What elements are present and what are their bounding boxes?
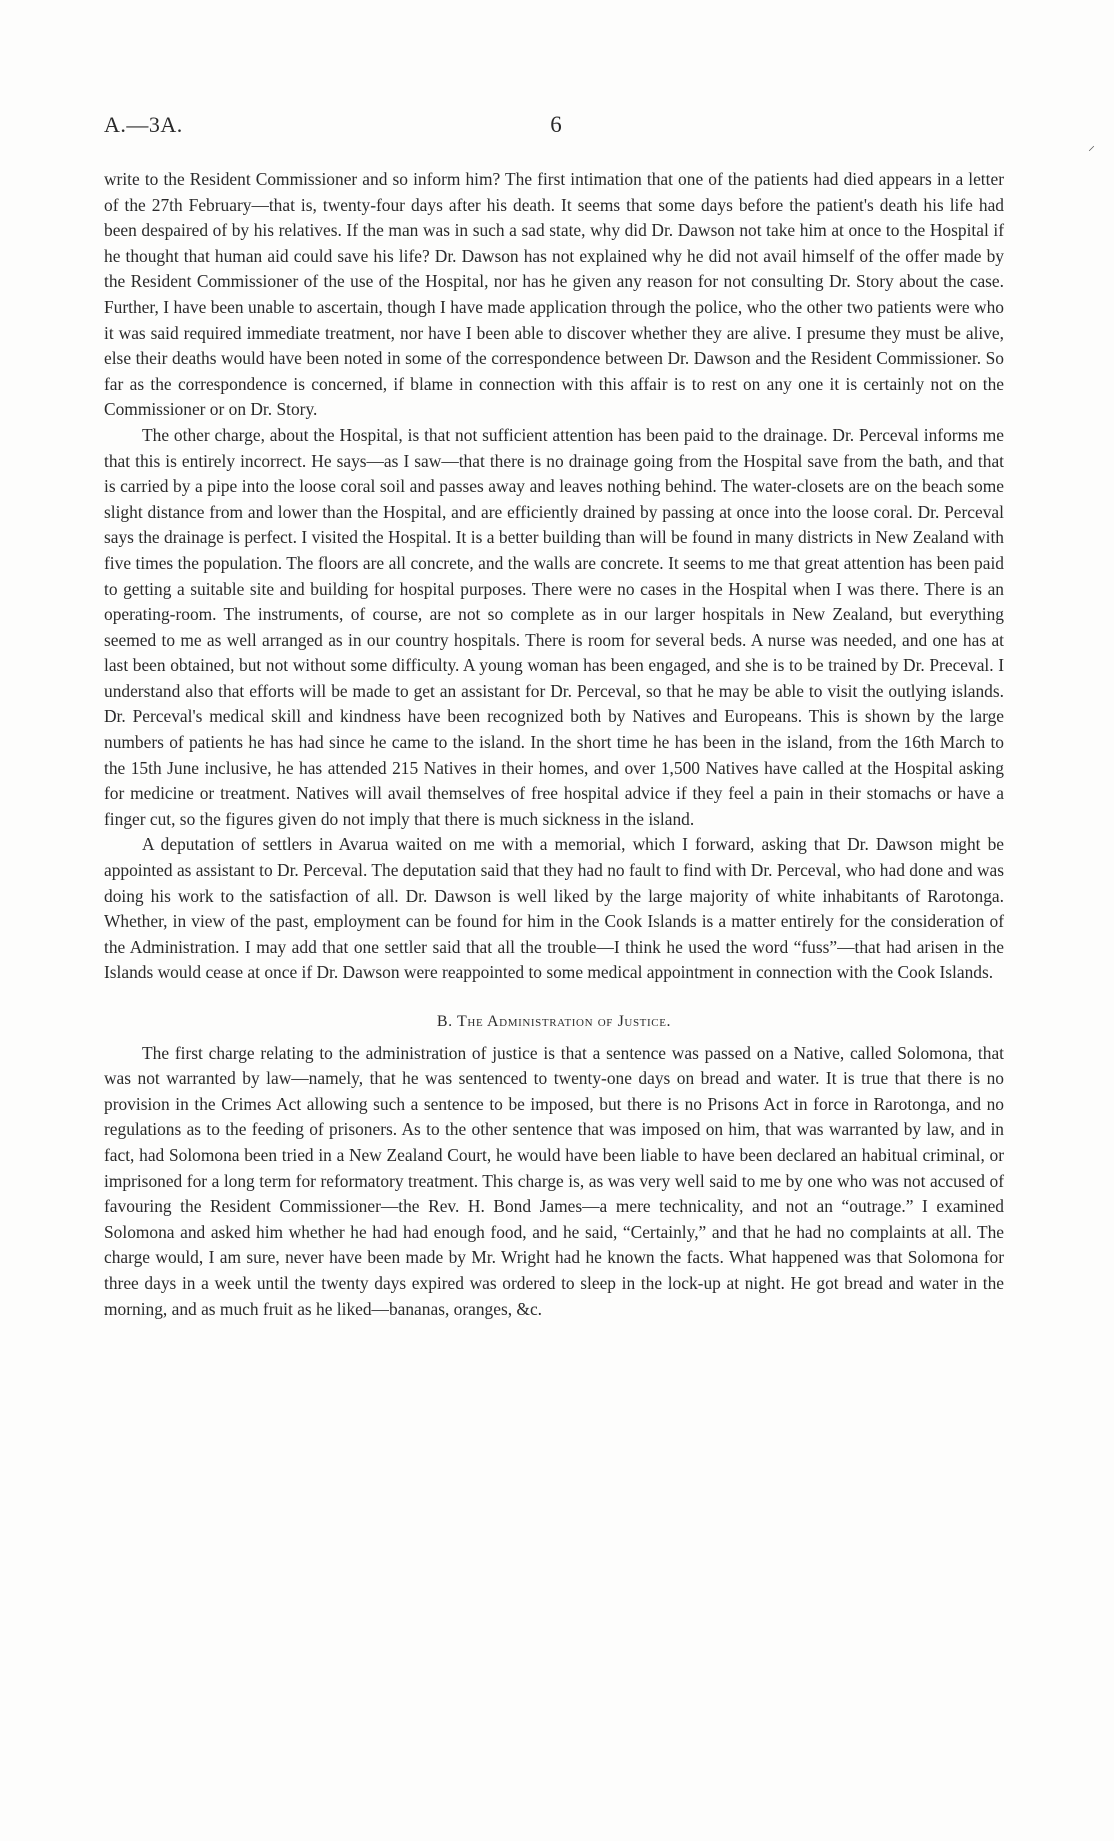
document-body — [104, 167, 1004, 1322]
page-header — [104, 112, 1008, 144]
page-number: 6 — [550, 112, 562, 137]
paragraph-solomona-sentence: The first charge relating to the administration of justice is that a sentence was passed on a Native, called Solomona, that was not warranted by law—namely, that he was sentenced to twenty-one days on bread and water. It is true that there is no provision in the Crimes Act allowing such a sentence to be imposed, but there is no Prisons Act in force in Rarotonga, and no regulations as to the feeding of prisoners. As to the other sentence that was imposed on him, that was warranted by law, and in fact, had Solomona been tried in a New Zealand Court, he would have been liable to have been declared an habitual criminal, or imprisoned for a long term for reformatory treatment. This charge is, as was very well said to me by one who was not accused of favouring the Resident Commissioner—the Rev. H. Bond James—a mere technicality, and not an “outrage.” I examined Solomona and asked him whether he had had enough food, and he said, “Certainly,” and that he had no complaints at all. The charge would, I am sure, never have been made by Mr. Wright had he known the facts. What happened was that Solomona for three days in a week until the twenty days expired was ordered to sleep in the lock-up at night. He got bread and water in the morning, and as much fruit as he liked—bananas, oranges, &c. — [104, 1042, 1004, 1319]
document-reference: A.—3A. — [104, 112, 183, 137]
margin-mark: ⸝ — [1088, 139, 1095, 154]
paragraph-deputation: A deputation of settlers in Avarua waited on me with a memorial, which I forward, asking that Dr. Dawson might be appointed as assistant to Dr. Perceval. The deputation said that they had no fault to find with Dr. Perceval, who had done and was doing his work to the satisfaction of all. Dr. Dawson is well liked by the large majority of white inhabitants of Rarotonga. Whether, in view of the past, employment can be found for him in the Cook Islands is a matter entirely for the consideration of the Administration. I may add that one settler said that all the trouble—I think he used the word “fuss”—that had arisen in the Islands would cease at once if Dr. Dawson were reappointed to some medical appointment in connection with the Cook Islands. — [104, 834, 1004, 983]
section-heading: B. The Administration of Justice. — [436, 1013, 672, 1030]
paragraph-continuation: write to the Resident Commissioner and so inform him? The first intimation that one of the patients had died appears in a letter of the 27th February—that is, twenty-four days after his death. It seems that some days before the patient's death his life had been despaired of by his relatives. If the man was in such a sad state, why did Dr. Dawson not take him at once to the Hospital if he thought that human aid could save his life? Dr. Dawson has not explained why he did not avail himself of the offer made by the Resident Commissioner of the use of the Hospital, nor has he given any reason for not consulting Dr. Story about the case. Further, I have been unable to ascertain, though I have made application through the police, who the other two patients were who it was said required immediate treatment, nor have I been able to discover whether they are alive. I presume they must be alive, else their deaths would have been noted in some of the correspondence between Dr. Dawson and the Resident Commissioner. So far as the correspondence is concerned, if blame in connection with this affair is to rest on any one it is certainly not on the Commissioner or on Dr. Story. — [104, 169, 1004, 420]
paragraph-hospital-drainage: The other charge, about the Hospital, is that not sufficient attention has been paid to the drainage. Dr. Perceval informs me that this is entirely incorrect. He says—as I saw—that there is no drainage going from the Hospital save from the bath, and that is carried by a pipe into the loose coral soil and passes away and leaves nothing behind. The water-closets are on the beach some slight distance from and lower than the Hospital, and are efficiently drained by passing at once into the loose coral. Dr. Perceval says the drainage is perfect. I visited the Hospital. It is a better building than will be found in many districts in New Zealand with five times the population. The floors are all concrete, and the walls are concrete. It seems to me that great attention has been paid to getting a suitable site and building for hospital purposes. There were no cases in the Hospital when I was there. There is an operating-room. The instruments, of course, are not so complete as in our larger hospitals in New Zealand, but everything seemed to me as well arranged as in our country hospitals. There is room for several beds. A nurse was needed, and one has at last been obtained, but not without some difficulty. A young woman has been engaged, and she is to be trained by Dr. Preceval. I understand also that efforts will be made to get an assistant for Dr. Perceval, so that he may be able to visit the outlying islands. Dr. Perceval's medical skill and kindness have been recognized both by Natives and Europeans. This is shown by the large numbers of patients he has had since he came to the island. In the short time he has been in the island, from the 16th March to the 15th June inclusive, he has attended 215 Natives in their homes, and over 1,500 Natives have called at the Hospital asking for medicine or treatment. Natives will avail themselves of free hospital advice if they feel a pain in their stomachs or have a finger cut, so the figures given do not imply that there is much sickness in the island. — [104, 424, 1004, 829]
